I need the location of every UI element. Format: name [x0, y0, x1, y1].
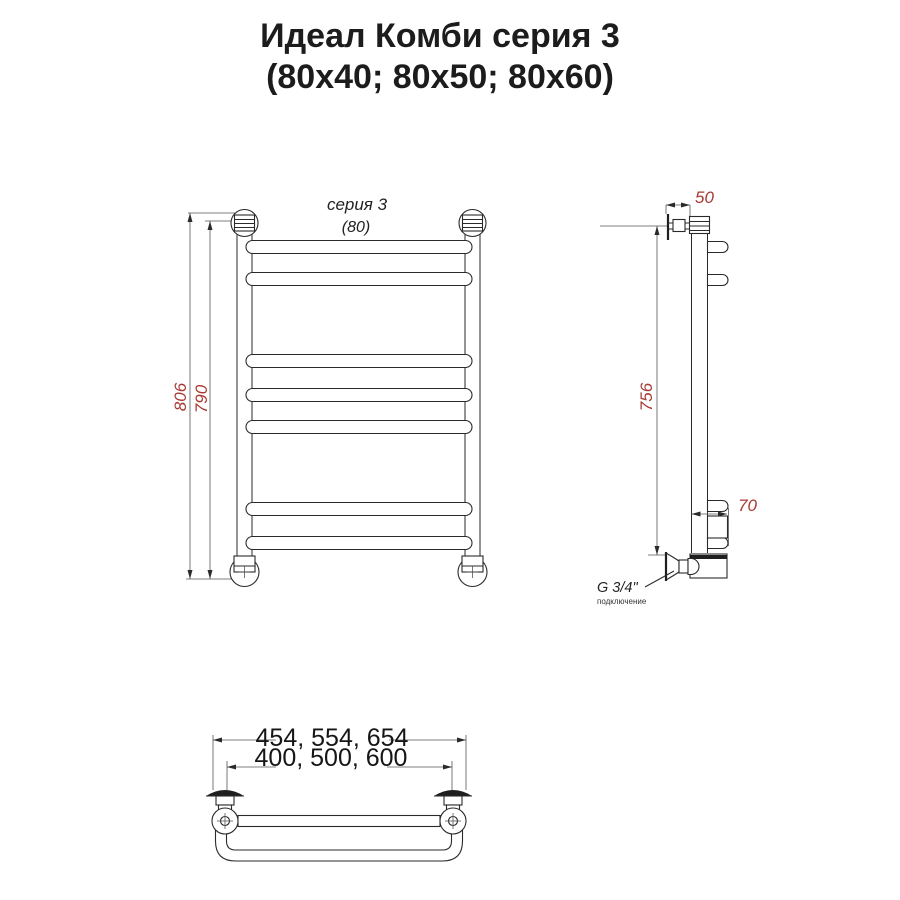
connection-thread-label: G 3/4"	[597, 580, 638, 596]
dim-axis-height-label: 790	[192, 384, 211, 414]
rung-tab	[708, 501, 729, 512]
front-top-bracket-right	[459, 210, 486, 237]
side-height-dimension	[600, 226, 667, 555]
rung	[246, 241, 472, 254]
dim-depth-label: 70	[738, 496, 757, 515]
side-view	[597, 188, 757, 606]
series-label: серия 3	[326, 195, 388, 214]
bottom-rear-tube	[238, 816, 440, 827]
rung	[246, 355, 472, 368]
dim-mount-height-label: 756	[637, 382, 656, 412]
title-line-2: (80x40; 80x50; 80x60)	[266, 58, 614, 97]
rung	[246, 389, 472, 402]
front-view-dimensions	[171, 213, 237, 579]
side-tube	[690, 217, 710, 554]
bottom-bracket-left	[206, 790, 244, 834]
front-view	[171, 195, 487, 587]
rung	[246, 503, 472, 516]
bottom-front-tube	[216, 824, 463, 861]
bottom-view	[206, 724, 472, 861]
side-wall-bracket	[668, 214, 691, 240]
rung-tab	[708, 538, 729, 549]
rung	[246, 421, 472, 434]
front-rungs	[246, 241, 472, 550]
dim-overall-widths-label: 454, 554, 654	[255, 724, 409, 752]
connection-caption: подключение	[597, 597, 647, 606]
front-bottom-bracket-right	[458, 556, 487, 587]
rung	[246, 537, 472, 550]
bottom-bracket-right	[434, 790, 472, 834]
dim-axis-widths-label: 400, 500, 600	[254, 744, 408, 772]
rung	[246, 273, 472, 286]
rung-tab	[708, 275, 729, 286]
front-bottom-bracket-left	[230, 556, 259, 587]
width-label: (80)	[341, 219, 371, 236]
side-bottom-connection	[597, 552, 727, 606]
title-line-1: Идеал Комби серия 3	[260, 17, 620, 55]
front-top-bracket-left	[231, 210, 258, 237]
bottom-axis-dimension	[227, 744, 452, 796]
dim-wall-offset-label: 50	[695, 188, 714, 207]
rung-tab	[708, 242, 729, 253]
side-offset-dimension	[666, 188, 714, 217]
side-rung-tabs	[708, 242, 729, 549]
dim-total-height-label: 806	[171, 382, 190, 412]
